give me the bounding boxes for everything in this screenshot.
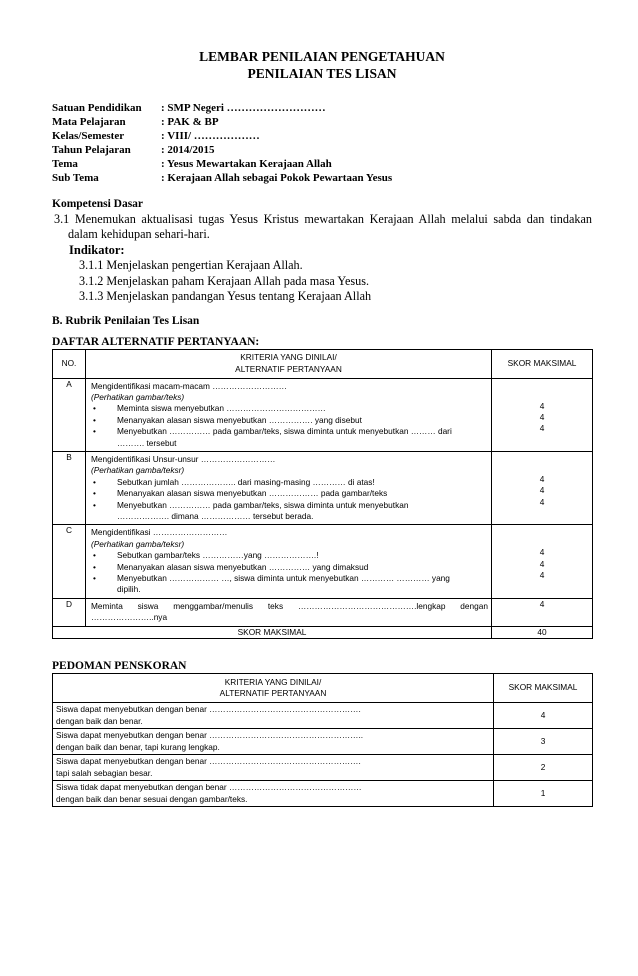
table-row — [53, 378, 593, 451]
score-value: 4 — [492, 598, 593, 626]
bullet-icon: • — [93, 426, 96, 437]
score-value: 4 — [539, 547, 545, 558]
col-header-criteria-line2: ALTERNATIF PERTANYAAN — [219, 688, 327, 699]
daftar-heading: DAFTAR ALTERNATIF PERTANYAAN: — [52, 335, 260, 348]
bullet-icon: • — [93, 499, 96, 510]
row-criteria — [86, 451, 492, 524]
pedoman-heading: PEDOMAN PENSKORAN — [52, 660, 187, 673]
meta-label: Mata Pelajaran — [52, 116, 126, 128]
row-text: Meminta siswa menggambar/menulis teks …………………………………….lengkap dengan — [91, 600, 488, 611]
row-number: D — [53, 598, 86, 626]
indikator-item: 3.1.3 Menjelaskan pandangan Yesus tentang Kerajaan Allah — [79, 289, 372, 303]
table-row — [53, 525, 593, 598]
indikator-item: 3.1.2 Menjelaskan paham Kerajaan Allah pada masa Yesus. — [79, 273, 370, 288]
row-number: A — [53, 378, 86, 451]
bullet-continuation: dipilih. — [117, 584, 141, 595]
score-value: 1 — [494, 781, 593, 807]
bullet-text: Menyebutkan …………… pada gambar/teks, siswa diminta untuk menyebutkan — [117, 499, 409, 510]
identity-block — [52, 101, 592, 185]
score-value: 4 — [539, 570, 545, 581]
bullet-text: Menyebutkan …………… pada gambar/teks, siswa diminta untuk menyebutkan ……… dari — [117, 426, 452, 437]
score-value: 4 — [539, 423, 545, 434]
scoring-criteria — [53, 729, 494, 755]
kompetensi-heading: Kompetensi Dasar — [52, 198, 144, 210]
table-row — [53, 598, 593, 626]
row-note: (Perhatikan gamba/teksr) — [91, 465, 185, 476]
col-header-criteria — [86, 349, 492, 378]
total-row — [53, 626, 593, 638]
meta-row — [52, 143, 592, 157]
title-line-2: PENILAIAN TES LISAN — [247, 66, 397, 81]
row-criteria — [86, 598, 492, 626]
bullet-text: Menanyakan alasan siswa menyebutkan ……………. yang disebut — [117, 414, 362, 425]
meta-value: : 2014/2015 — [161, 144, 215, 156]
list-item — [91, 562, 488, 573]
col-header-score: SKOR MAKSIMAL — [494, 674, 593, 703]
bullet-icon: • — [93, 573, 96, 583]
bullet-icon: • — [93, 550, 96, 561]
table-row — [53, 729, 593, 755]
questions-table — [52, 349, 593, 640]
meta-row — [52, 157, 592, 171]
meta-value: : Kerajaan Allah sebagai Pokok Pewartaan Yesus — [161, 172, 393, 184]
score-value: 4 — [539, 400, 545, 411]
table-row — [53, 703, 593, 729]
table-row — [53, 781, 593, 807]
bullet-icon: • — [93, 476, 96, 487]
bullet-icon: • — [93, 561, 96, 572]
indikator-item: 3.1.1 Menjelaskan pengertian Kerajaan Allah. — [79, 258, 303, 272]
table-header-row — [53, 674, 593, 703]
score-value: 4 — [539, 473, 545, 484]
row-intro: Mengidentifikasi macam-macam ……………………… — [91, 380, 287, 391]
document-title — [52, 48, 592, 82]
score-value: 3 — [494, 729, 593, 755]
list-item — [91, 573, 488, 584]
bullet-text: Sebutkan jumlah ……………….. dari masing-masing ………… di atas! — [117, 476, 375, 487]
row-criteria — [86, 378, 492, 451]
row-number: C — [53, 525, 86, 598]
section-b-heading: B. Rubrik Penilaian Tes Lisan — [52, 314, 200, 327]
meta-value: : PAK & BP — [161, 116, 219, 128]
col-header-no: NO. — [53, 349, 86, 378]
col-header-criteria-line2: ALTERNATIF PERTANYAAN — [235, 363, 342, 374]
row-criteria — [86, 525, 492, 598]
list-item — [91, 426, 488, 437]
row-intro: Mengidentifikasi ……………………… — [91, 527, 228, 538]
row-note: (Perhatikan gambar/teks) — [91, 391, 185, 402]
meta-row — [52, 101, 592, 115]
row-scores — [492, 525, 593, 598]
bullet-continuation: ………. tersebut — [117, 437, 177, 448]
meta-label: Sub Tema — [52, 172, 99, 184]
meta-row — [52, 171, 592, 185]
list-item — [91, 415, 488, 426]
scoring-criteria — [53, 703, 494, 729]
total-label: SKOR MAKSIMAL — [53, 626, 492, 638]
list-item — [91, 500, 488, 511]
scoring-line: Siswa dapat menyebutkan dengan benar ……………………………………………….. — [56, 730, 364, 741]
bullet-text: Menanyakan alasan siswa menyebutkan ……………… pada gambar/teks — [117, 488, 388, 499]
meta-label: Tema — [52, 158, 78, 170]
title-line-1: LEMBAR PENILAIAN PENGETAHUAN — [199, 49, 445, 64]
scoring-criteria — [53, 755, 494, 781]
scoring-line: Siswa dapat menyebutkan dengan benar ………………………………………………. — [56, 756, 361, 767]
col-header-score: SKOR MAKSIMAL — [492, 349, 593, 378]
col-header-criteria — [53, 674, 494, 703]
scoring-line: dengan baik dan benar, tapi kurang lengkap. — [56, 741, 220, 752]
row-intro: Mengidentifikasi Unsur-unsur ……………………… — [91, 453, 276, 464]
col-header-criteria-line1: KRITERIA YANG DINILAI/ — [224, 676, 322, 687]
scoring-line: tapi salah sebagian besar. — [56, 767, 153, 778]
table-header-row — [53, 349, 593, 378]
col-header-criteria-line1: KRITERIA YANG DINILAI/ — [240, 352, 337, 363]
score-value: 4 — [494, 703, 593, 729]
meta-label: Tahun Pelajaran — [52, 144, 131, 156]
bullet-text: Menyebutkan ……………… …, siswa diminta untuk menyebutkan ………… ………… yang — [117, 573, 450, 583]
bullet-icon: • — [93, 414, 96, 425]
meta-row — [52, 115, 592, 129]
kompetensi-text: 3.1 Menemukan aktualisasi tugas Yesus Kristus mewartakan Kerajaan Allah melalui sabda dan tindakan dalam kehidupan sehari-hari. — [54, 212, 592, 241]
scoring-criteria — [53, 781, 494, 807]
scoring-line: dengan baik dan benar. — [56, 715, 143, 726]
meta-label: Kelas/Semester — [52, 130, 125, 142]
bullet-text: Sebutkan gambar/teks ……………yang ……………….! — [117, 550, 319, 561]
meta-label: Satuan Pendidikan — [52, 102, 142, 114]
row-text-continuation: …………………..nya — [91, 612, 168, 623]
scoring-line: Siswa tidak dapat menyebutkan dengan benar ………………………………………… — [56, 782, 362, 793]
row-scores — [492, 378, 593, 451]
meta-value: : VIII/ ……………… — [161, 130, 260, 142]
table-row — [53, 755, 593, 781]
scoring-table — [52, 673, 593, 807]
score-value: 4 — [539, 496, 545, 507]
row-number: B — [53, 451, 86, 524]
scoring-line: dengan baik dan benar sesuai dengan gambar/teks. — [56, 793, 248, 804]
bullet-text: Menanyakan alasan siswa menyebutkan …………… yang dimaksud — [117, 561, 369, 572]
list-item — [91, 477, 488, 488]
score-value: 2 — [494, 755, 593, 781]
score-value: 4 — [539, 485, 545, 496]
total-value: 40 — [492, 626, 593, 638]
list-item — [91, 403, 488, 414]
list-item — [91, 488, 488, 499]
score-value: 4 — [539, 411, 545, 422]
bullet-icon: • — [93, 403, 96, 414]
meta-value: : SMP Negeri ……………………… — [161, 102, 326, 114]
bullet-text: Meminta siswa menyebutkan ……………………………… — [117, 403, 326, 414]
table-row — [53, 451, 593, 524]
meta-row — [52, 129, 592, 143]
meta-value: : Yesus Mewartakan Kerajaan Allah — [161, 158, 332, 170]
bullet-icon: • — [93, 488, 96, 499]
row-scores — [492, 451, 593, 524]
row-note: (Perhatikan gamba/teksr) — [91, 538, 185, 549]
bullet-continuation: ………………. dimana ……………… tersebut berada. — [117, 510, 314, 521]
indikator-heading: Indikator: — [69, 243, 125, 257]
list-item — [91, 550, 488, 561]
scoring-line: Siswa dapat menyebutkan dengan benar ………………………………………………. — [56, 704, 361, 715]
score-value: 4 — [539, 558, 545, 569]
